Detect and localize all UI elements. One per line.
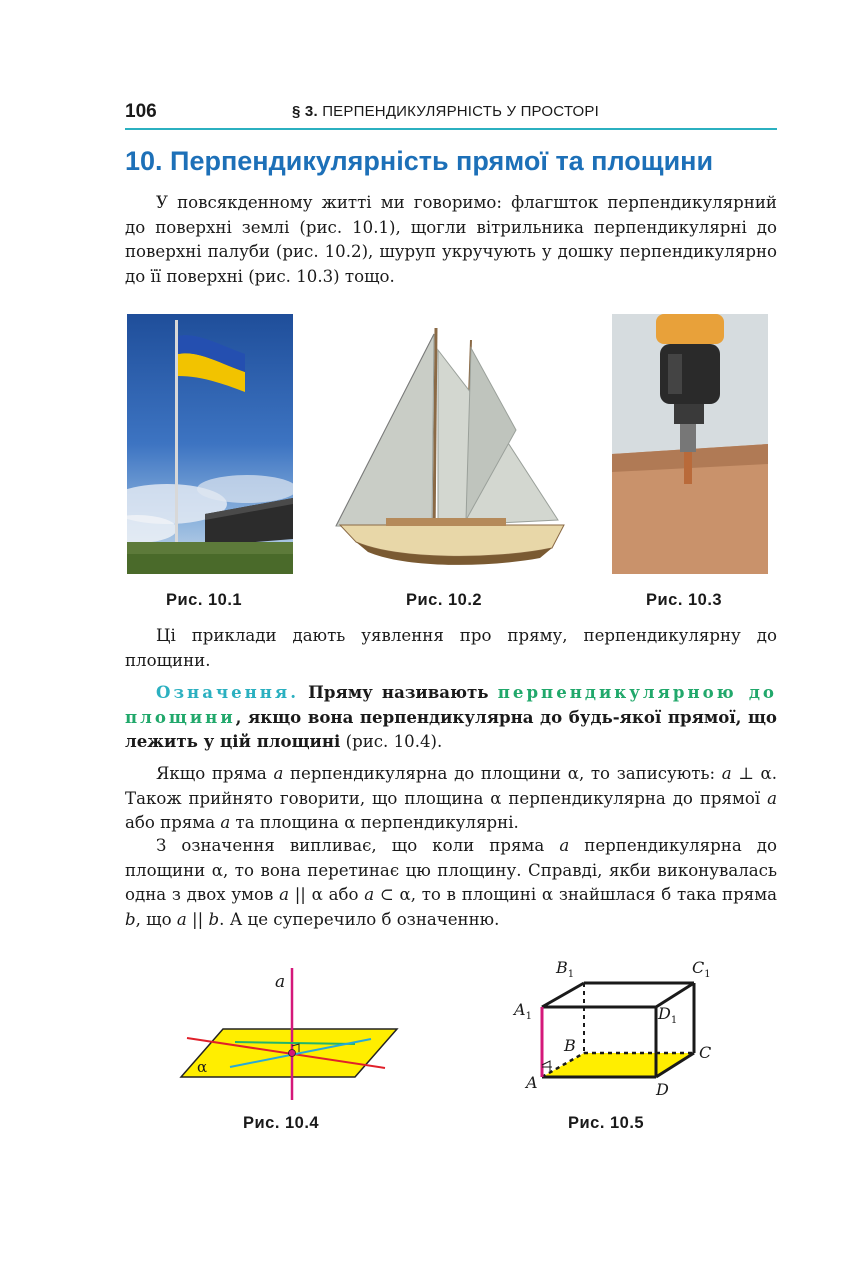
caption-fig-10-3: Рис. 10.3 (646, 591, 723, 609)
text-run: та площина α перпендикулярні. (230, 813, 519, 832)
sailboat-photo (326, 320, 578, 574)
definition-label: Означення. (156, 682, 299, 702)
figure-10-5 (510, 955, 725, 1105)
text-run: З означення випливає, що коли пряма (156, 836, 560, 855)
label-alpha: α (197, 1058, 208, 1076)
text-run: , що (135, 909, 177, 929)
var-b: b (208, 909, 220, 929)
figure-10-4 (175, 960, 405, 1105)
text-run: перпендикулярна до площини α, то вона перетинає цю площину. Справді, якби виконувалась одна з двох умов (125, 836, 777, 904)
section-header (292, 103, 599, 120)
header-rule (125, 128, 777, 130)
label-B1: $B_1$ (556, 958, 575, 980)
consequence-paragraph (125, 834, 777, 932)
caption-fig-10-5: Рис. 10.5 (568, 1114, 645, 1132)
caption-fig-10-2: Рис. 10.2 (406, 591, 483, 609)
label-C: C (699, 1043, 712, 1062)
definition-paragraph (125, 680, 777, 755)
text-run: перпендикулярна до площини α, то записують: (283, 764, 722, 783)
label-B: B (564, 1036, 576, 1055)
label-A1: $A_1$ (514, 1000, 532, 1022)
text-run: Якщо пряма (156, 764, 274, 783)
var-a: a (767, 788, 777, 808)
screwdriver-photo (612, 314, 768, 574)
text-run: ⊂ α, то в площині α знайшлася б така пряма (374, 885, 777, 904)
var-a: a (364, 885, 375, 904)
text-run: . А це суперечило б означенню. (219, 909, 500, 929)
label-C1: $C_1$ (692, 958, 711, 980)
var-a: a (279, 885, 289, 904)
notation-paragraph (125, 762, 777, 836)
definition-ref: (рис. 10.4). (340, 732, 443, 751)
var-a: a (559, 836, 570, 855)
caption-fig-10-1: Рис. 10.1 (166, 591, 243, 609)
intersection-point (289, 1050, 296, 1057)
text-run: || α або (288, 885, 365, 904)
definition-text-2: , якщо вона перпендикулярна до будь-якої прямої, що лежить у цій площині (125, 706, 777, 751)
intro-paragraph: У повсякденному житті ми говоримо: флагшток перпендикулярний до поверхні землі (рис. 10.1), щогли вітрильника перпендикулярні до поверхні палуби (рис. 10.2), шуруп укручують у дошку перпендикулярно до її поверхні (рис. 10.3) тощо. (125, 193, 777, 286)
definition-term: перпендикулярною до площини (125, 682, 777, 727)
text-run: ⊥ α. Також прийнято говорити, що площина α перпендикулярна до прямої (125, 764, 777, 808)
label-D1: $D_1$ (658, 1004, 678, 1026)
var-b: b (125, 909, 136, 929)
var-a: a (721, 764, 732, 783)
caption-fig-10-4: Рис. 10.4 (243, 1114, 320, 1132)
edge-A1B1 (542, 983, 584, 1007)
page-title: 10. Перпендикулярність прямої та площини (125, 146, 714, 176)
examples-paragraph: Ці приклади дають уявлення про пряму, перпендикулярну до площини. (125, 626, 777, 670)
label-D: D (656, 1080, 669, 1099)
section-number: § 3. (292, 103, 318, 120)
text-run: || (186, 909, 209, 929)
text-run: або пряма (125, 813, 221, 832)
var-a: a (220, 813, 231, 832)
label-a: a (275, 972, 286, 992)
section-title: ПЕРПЕНДИКУЛЯРНІСТЬ У ПРОСТОРІ (322, 103, 599, 120)
var-a: a (176, 909, 187, 929)
flag-photo (127, 314, 293, 574)
definition-text-1: Пряму називають (298, 682, 498, 702)
page-number: 106 (125, 101, 157, 122)
var-a: a (273, 764, 284, 783)
label-A: A (526, 1073, 538, 1092)
